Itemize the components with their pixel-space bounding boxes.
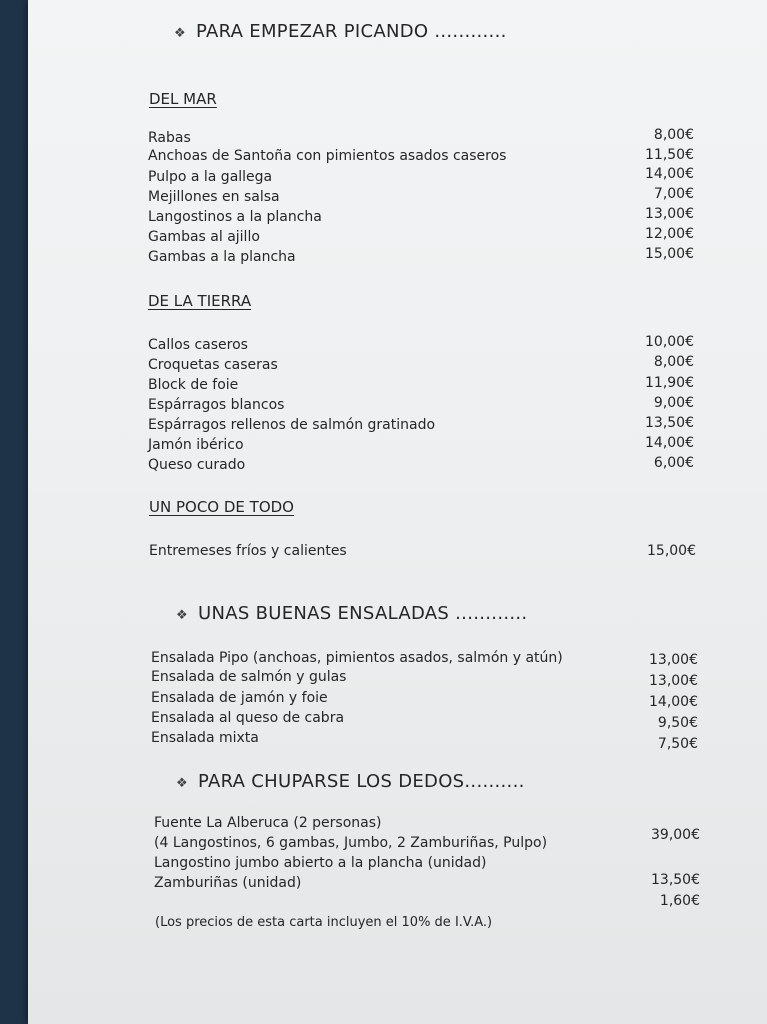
- menu-item-name: Ensalada de salmón y gulas: [151, 669, 347, 685]
- menu-item-price: 1,60€: [659, 893, 700, 909]
- menu-item-name: Gambas a la plancha: [148, 249, 296, 265]
- menu-item-price: 15,00€: [647, 543, 696, 559]
- menu-item-price: 11,90€: [645, 375, 694, 391]
- tax-note: (Los precios de esta carta incluyen el 10% de I.V.A.): [155, 915, 493, 930]
- menu-item-price: 7,00€: [653, 186, 694, 202]
- menu-item-price: 8,00€: [653, 354, 694, 370]
- menu-item-name: Jamón ibérico: [148, 437, 244, 453]
- menu-item-price: 14,00€: [645, 166, 694, 182]
- menu-item-name: Ensalada mixta: [151, 730, 259, 746]
- menu-item-price: 11,50€: [645, 147, 694, 163]
- menu-item-name: Langostinos a la plancha: [148, 209, 322, 225]
- menu-item-price: 6,00€: [653, 455, 694, 471]
- menu-item-price: 13,50€: [645, 415, 694, 431]
- menu-item-price: 9,50€: [657, 715, 698, 731]
- menu-item-price: 13,00€: [649, 673, 698, 689]
- subheading-del-mar: DEL MAR: [149, 90, 217, 108]
- diamond-bullet-icon: ❖: [176, 608, 188, 623]
- menu-item-name: Ensalada Pipo (anchoas, pimientos asados, salmón y atún): [151, 650, 563, 666]
- section-title-dedos: ❖ PARA CHUPARSE LOS DEDOS..........: [176, 771, 525, 792]
- menu-item-name: Pulpo a la gallega: [148, 169, 273, 185]
- menu-item-name: Fuente La Alberuca (2 personas): [154, 815, 382, 831]
- menu-item-price: 8,00€: [653, 127, 694, 143]
- menu-page: [28, 0, 767, 1024]
- menu-item-name: Anchoas de Santoña con pimientos asados caseros: [148, 148, 507, 164]
- menu-item-name: Langostino jumbo abierto a la plancha (unidad): [154, 855, 487, 871]
- menu-item-price: 15,00€: [645, 246, 694, 262]
- menu-item-price: 13,50€: [651, 872, 700, 888]
- menu-item-price: 13,00€: [645, 206, 694, 222]
- menu-item-price: 14,00€: [645, 435, 694, 451]
- diamond-bullet-icon: ❖: [174, 26, 186, 41]
- menu-item-name: Croquetas caseras: [148, 357, 278, 373]
- menu-item-description: (4 Langostinos, 6 gambas, Jumbo, 2 Zamburiñas, Pulpo): [154, 835, 548, 851]
- menu-item-name: Block de foie: [148, 377, 239, 393]
- menu-item-name: Gambas al ajillo: [148, 229, 260, 245]
- menu-item-price: 12,00€: [645, 226, 694, 242]
- menu-item-name: Queso curado: [148, 457, 246, 473]
- menu-item-name: Ensalada al queso de cabra: [151, 710, 345, 726]
- menu-item-price: 9,00€: [653, 395, 694, 411]
- menu-item-name: Espárragos blancos: [148, 397, 285, 413]
- menu-item-price: 7,50€: [657, 736, 698, 752]
- menu-item-name: Entremeses fríos y calientes: [149, 543, 347, 559]
- menu-item-price: 39,00€: [651, 827, 700, 843]
- subheading-de-la-tierra: DE LA TIERRA: [148, 292, 252, 310]
- menu-item-name: Mejillones en salsa: [148, 189, 280, 205]
- subheading-un-poco-de-todo: UN POCO DE TODO: [149, 498, 294, 516]
- diamond-bullet-icon: ❖: [176, 776, 188, 791]
- menu-item-name: Espárragos rellenos de salmón gratinado: [148, 417, 436, 433]
- menu-item-name: Callos caseros: [148, 337, 248, 353]
- menu-item-price: 14,00€: [649, 694, 698, 710]
- menu-item-price: 13,00€: [649, 652, 698, 668]
- menu-item-price: 10,00€: [645, 334, 694, 350]
- menu-item-name: Rabas: [148, 130, 191, 146]
- menu-item-name: Zamburiñas (unidad): [154, 875, 302, 891]
- section-title-ensaladas: ❖ UNAS BUENAS ENSALADAS ............: [176, 603, 528, 624]
- menu-item-name: Ensalada de jamón y foie: [151, 690, 328, 706]
- section-title-picando: ❖ PARA EMPEZAR PICANDO ............: [174, 21, 507, 42]
